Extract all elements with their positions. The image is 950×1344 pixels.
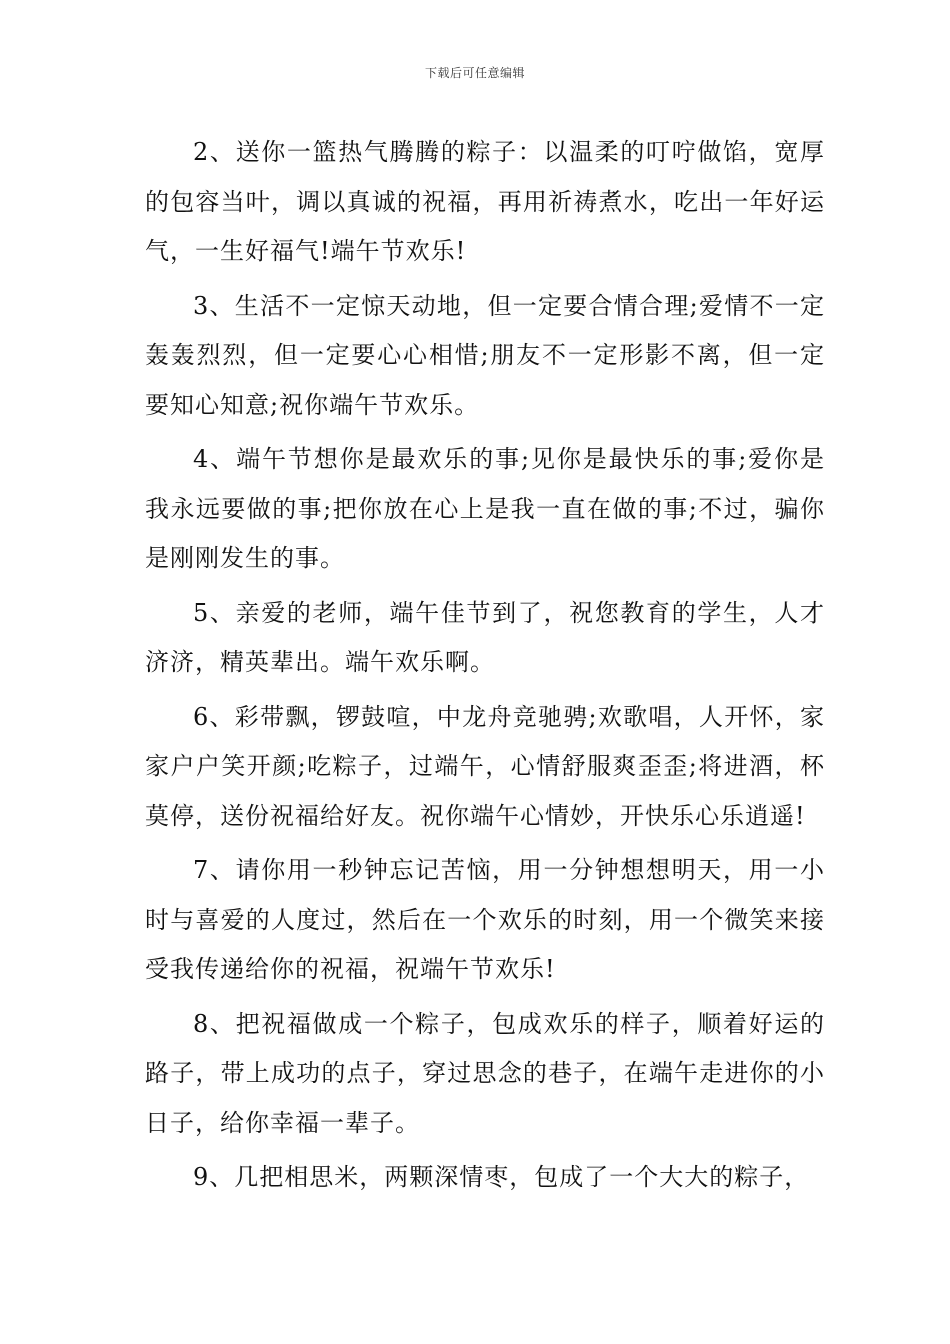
page-header-note: 下载后可任意编辑	[424, 66, 525, 80]
document-body	[145, 128, 825, 1208]
paragraph-item-8: 8、把祝福做成一个粽子，包成欢乐的样子，顺着好运的路子，带上成功的点子，穿过思念的巷子，在端午走进你的小日子，给你幸福一辈子。	[145, 1009, 825, 1137]
paragraph-item-6: 6、彩带飘，锣鼓喧，中龙舟竞驰骋;欢歌唱，人开怀，家家户户笑开颜;吃粽子，过端午，心情舒服爽歪歪;将进酒，杯莫停，送份祝福给好友。祝你端午心情妙，开快乐心乐逍遥!	[145, 702, 825, 830]
paragraph-item-9: 9、几把相思米，两颗深情枣，包成了一个大大的粽子，	[193, 1163, 810, 1191]
paragraph-item-4: 4、端午节想你是最欢乐的事;见你是最快乐的事;爱你是我永远要做的事;把你放在心上是我一直在做的事;不过，骗你是刚刚发生的事。	[145, 445, 825, 572]
paragraph-item-5: 5、亲爱的老师，端午佳节到了，祝您教育的学生，人才济济，精英辈出。端午欢乐啊。	[145, 598, 825, 676]
paragraph-item-2: 2、送你一篮热气腾腾的粽子：以温柔的叮咛做馅，宽厚的包容当叶，调以真诚的祝福，再用祈祷煮水，吃出一年好运气，一生好福气!端午节欢乐!	[145, 138, 825, 265]
paragraph-item-3: 3、生活不一定惊天动地，但一定要合情合理;爱情不一定轰轰烈烈，但一定要心心相惜;朋友不一定形影不离，但一定要知心知意;祝你端午节欢乐。	[145, 291, 825, 419]
paragraph-item-7: 7、请你用一秒钟忘记苦恼，用一分钟想想明天，用一小时与喜爱的人度过，然后在一个欢乐的时刻，用一个微笑来接受我传递给你的祝福，祝端午节欢乐!	[145, 856, 825, 983]
